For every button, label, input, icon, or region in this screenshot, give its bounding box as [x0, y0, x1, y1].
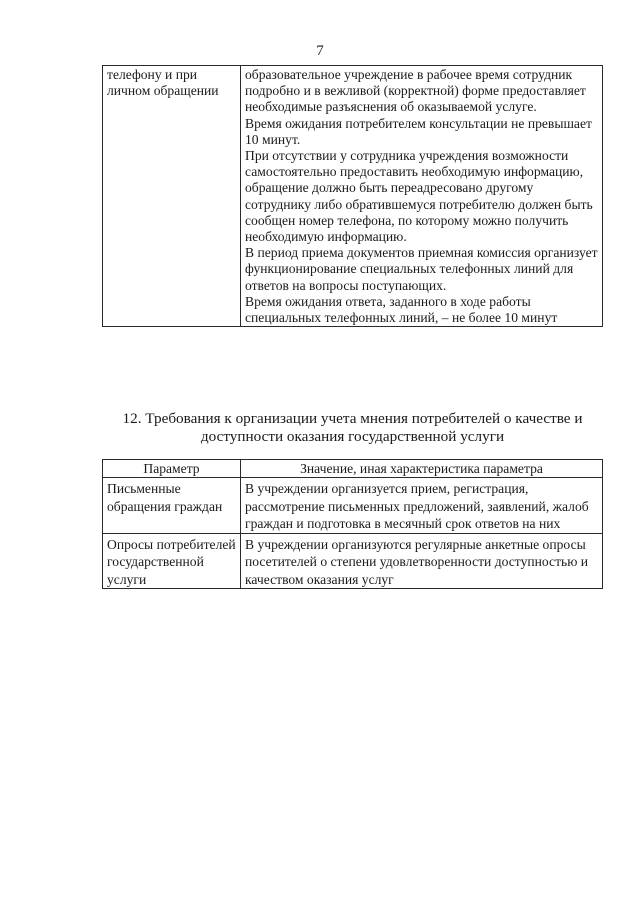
paragraph: Время ожидания потребителем консультации не превышает 10 минут. — [245, 115, 592, 147]
table-cell-description — [241, 66, 603, 327]
paragraph: образовательное учреждение в рабочее время сотрудник подробно и в вежливой (корректной) форме предоставляет необходимые разъяснения об оказываемой услуге. — [245, 67, 586, 115]
table-cell-parameter: Опросы потребителей государственной услуги — [103, 533, 241, 589]
consultation-table — [102, 65, 603, 327]
table-row — [103, 478, 603, 534]
page-number: 7 — [316, 43, 324, 59]
column-header-parameter: Параметр — [103, 460, 241, 478]
table-cell-parameter: Письменные обращения граждан — [103, 478, 241, 534]
section-heading: 12. Требования к организации учета мнения потребителей о качестве и доступности оказания государственной услуги — [122, 410, 583, 445]
paragraph: При отсутствии у сотрудника учреждения возможности самостоятельно предоставить необходимую информацию, обращение должно быть переадресовано другому сотруднику либо обратившемуся потребителю должен быть сообщен номер телефона, по которому можно получить необходимую информацию. — [245, 148, 593, 245]
table-cell-method: телефону и при личном обращении — [103, 66, 241, 327]
paragraph: Время ожидания ответа, заданного в ходе работы специальных телефонных линий, – не более 10 минут — [245, 293, 558, 326]
column-header-value: Значение, иная характеристика параметра — [241, 460, 603, 478]
feedback-table — [102, 459, 603, 589]
table-header-row — [103, 460, 603, 478]
table-row — [103, 533, 603, 589]
table-cell-value: В учреждении организуются регулярные анкетные опросы посетителей о степени удовлетворенности доступностью и качеством оказания услуг — [241, 533, 603, 589]
table-cell-value: В учреждении организуется прием, регистрация, рассмотрение письменных предложений, заявлений, жалоб граждан и подготовка в месячный срок ответов на них — [241, 478, 603, 534]
paragraph: В период приема документов приемная комиссия организует функционирование специальных телефонных линий для ответов на вопросы поступающих. — [245, 245, 598, 293]
table-row — [103, 66, 603, 327]
